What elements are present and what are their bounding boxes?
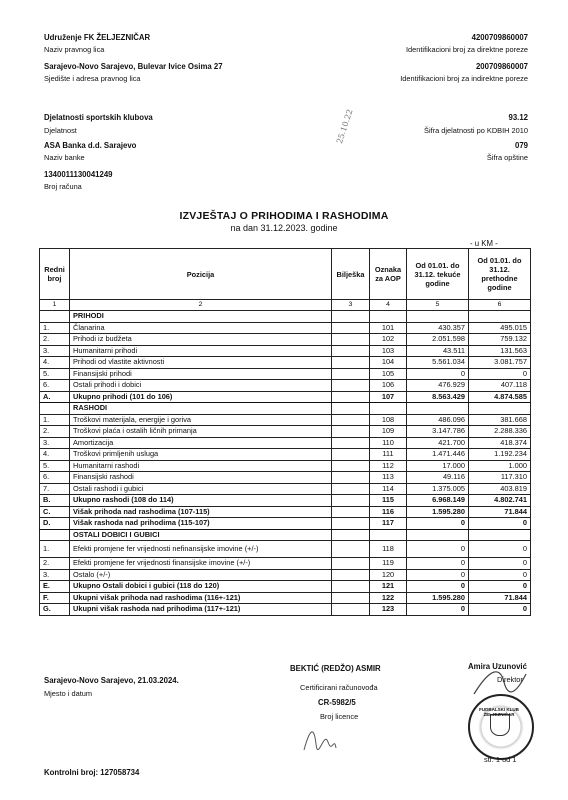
row-aop: 112 <box>370 460 407 472</box>
row-current-year: 0 <box>407 368 469 380</box>
row-aop: 115 <box>370 495 407 507</box>
org-name-label: Naziv pravnog lica <box>44 45 105 54</box>
row-previous-year: 1.000 <box>469 460 531 472</box>
header-cell: Pozicija <box>70 249 332 300</box>
row-note <box>332 581 370 593</box>
col-number: 6 <box>469 300 531 311</box>
row-aop: 117 <box>370 518 407 530</box>
row-note <box>332 391 370 403</box>
table-row <box>40 380 531 392</box>
row-previous-year: 0 <box>469 368 531 380</box>
table-row <box>40 449 531 461</box>
currency-label: - u KM - <box>470 239 498 248</box>
activity-code: 93.12 <box>508 113 528 122</box>
seal-crest-icon <box>490 714 510 736</box>
row-previous-year: 495.015 <box>469 322 531 334</box>
row-position: RASHODI <box>70 403 332 415</box>
page-number: str. 1 od 1 <box>484 755 517 764</box>
table-row <box>40 495 531 507</box>
indirect-tax-label: Identifikacioni broj za indirektne poreze <box>400 74 528 83</box>
org-address-label: Sjedište i adresa pravnog lica <box>44 74 141 83</box>
row-number: 6. <box>40 380 70 392</box>
row-current-year: 0 <box>407 558 469 570</box>
row-current-year: 421.700 <box>407 437 469 449</box>
row-number: F. <box>40 592 70 604</box>
row-aop: 107 <box>370 391 407 403</box>
row-current-year: 0 <box>407 518 469 530</box>
row-previous-year: 3.081.757 <box>469 357 531 369</box>
row-previous-year: 4.874.585 <box>469 391 531 403</box>
row-position: Ostalo (+/-) <box>70 569 332 581</box>
row-position: Finansijski prihodi <box>70 368 332 380</box>
row-current-year <box>407 311 469 323</box>
row-current-year: 1.595.280 <box>407 506 469 518</box>
row-position: Finansijski rashodi <box>70 472 332 484</box>
row-position: Ostali prihodi i dobici <box>70 380 332 392</box>
row-number: 7. <box>40 483 70 495</box>
row-number: C. <box>40 506 70 518</box>
income-expense-table <box>39 248 531 616</box>
col-number: 1 <box>40 300 70 311</box>
header-cell: Redni broj <box>40 249 70 300</box>
col-number: 2 <box>70 300 332 311</box>
row-current-year: 6.968.149 <box>407 495 469 507</box>
row-current-year: 3.147.786 <box>407 426 469 438</box>
row-aop: 120 <box>370 569 407 581</box>
row-position: Efekti promjene fer vrijednosti finansijske imovine (+/-) <box>70 558 332 570</box>
row-current-year: 476.929 <box>407 380 469 392</box>
row-aop: 121 <box>370 581 407 593</box>
row-number: 2. <box>40 426 70 438</box>
row-position: Ukupno rashodi (108 do 114) <box>70 495 332 507</box>
accountant-signature <box>300 722 340 756</box>
row-current-year: 0 <box>407 581 469 593</box>
row-aop: 106 <box>370 380 407 392</box>
table-row <box>40 391 531 403</box>
table-row <box>40 506 531 518</box>
row-number: 3. <box>40 569 70 581</box>
row-current-year: 2.051.598 <box>407 334 469 346</box>
row-note <box>332 460 370 472</box>
table-row <box>40 460 531 472</box>
row-previous-year: 0 <box>469 569 531 581</box>
row-position: Troškovi plaća i ostalih ličnih primanja <box>70 426 332 438</box>
row-previous-year: 381.668 <box>469 414 531 426</box>
row-current-year: 5.561.034 <box>407 357 469 369</box>
director-name: Amira Uzunović <box>468 662 527 671</box>
row-aop: 102 <box>370 334 407 346</box>
row-number: 4. <box>40 449 70 461</box>
row-note <box>332 380 370 392</box>
row-previous-year: 71.844 <box>469 592 531 604</box>
table-header <box>40 249 531 300</box>
municipality-code: 079 <box>514 141 528 150</box>
row-number: 2. <box>40 558 70 570</box>
row-note <box>332 541 370 558</box>
row-current-year: 1.375.005 <box>407 483 469 495</box>
table-row <box>40 311 531 323</box>
table-row <box>40 541 531 558</box>
col-number: 3 <box>332 300 370 311</box>
activity: Djelatnosti sportskih klubova <box>44 113 153 122</box>
row-number <box>40 529 70 541</box>
row-previous-year: 0 <box>469 541 531 558</box>
row-position: OSTALI DOBICI I GUBICI <box>70 529 332 541</box>
row-current-year: 8.563.429 <box>407 391 469 403</box>
control-number: Kontrolni broj: 127058734 <box>44 768 140 777</box>
row-note <box>332 322 370 334</box>
row-previous-year: 1.192.234 <box>469 449 531 461</box>
row-aop <box>370 403 407 415</box>
row-number: 5. <box>40 460 70 472</box>
table-row <box>40 483 531 495</box>
row-position: Višak rashoda nad prihodima (115-107) <box>70 518 332 530</box>
table-row <box>40 357 531 369</box>
table-row <box>40 558 531 570</box>
row-previous-year: 71.844 <box>469 506 531 518</box>
accountant-title: Certificirani računovođa <box>300 683 378 692</box>
seal-text: FUDBALSKI KLUB ŽELJEZNIČAR <box>479 707 519 717</box>
row-aop: 116 <box>370 506 407 518</box>
row-note <box>332 311 370 323</box>
row-position: Ostali rashodi i gubici <box>70 483 332 495</box>
row-position: Ukupni višak prihoda nad rashodima (116+-121) <box>70 592 332 604</box>
org-name: Udruženje FK ŽELJEZNIČAR <box>44 33 151 42</box>
row-note <box>332 449 370 461</box>
row-current-year: 43.511 <box>407 345 469 357</box>
row-previous-year: 131.563 <box>469 345 531 357</box>
row-note <box>332 403 370 415</box>
table-row <box>40 334 531 346</box>
row-previous-year: 2.288.336 <box>469 426 531 438</box>
row-previous-year <box>469 529 531 541</box>
row-previous-year: 0 <box>469 581 531 593</box>
row-position: Amortizacija <box>70 437 332 449</box>
row-number: 4. <box>40 357 70 369</box>
table-row <box>40 472 531 484</box>
activity-code-label: Šifra djelatnosti po KDBIH 2010 <box>424 126 528 135</box>
place-date: Sarajevo-Novo Sarajevo, 21.03.2024. <box>44 676 179 685</box>
row-aop: 123 <box>370 604 407 616</box>
table-row <box>40 604 531 616</box>
col-number: 5 <box>407 300 469 311</box>
row-number: 6. <box>40 472 70 484</box>
account-label: Broj računa <box>44 182 82 191</box>
row-number <box>40 311 70 323</box>
row-number: 1. <box>40 414 70 426</box>
table-row <box>40 426 531 438</box>
row-position: Prihodi iz budžeta <box>70 334 332 346</box>
license-label: Broj licence <box>320 712 359 721</box>
indirect-tax-id: 200709860007 <box>475 62 528 71</box>
row-current-year: 49.116 <box>407 472 469 484</box>
row-note <box>332 483 370 495</box>
row-previous-year: 117.310 <box>469 472 531 484</box>
bank-label: Naziv banke <box>44 153 85 162</box>
table-row <box>40 581 531 593</box>
row-number: 2. <box>40 334 70 346</box>
row-number: 3. <box>40 345 70 357</box>
row-number: A. <box>40 391 70 403</box>
row-note <box>332 592 370 604</box>
row-aop: 119 <box>370 558 407 570</box>
row-number: D. <box>40 518 70 530</box>
row-previous-year: 407.118 <box>469 380 531 392</box>
direct-tax-label: Identifikacioni broj za direktne poreze <box>405 45 528 54</box>
row-previous-year: 759.132 <box>469 334 531 346</box>
col-number: 4 <box>370 300 407 311</box>
row-note <box>332 345 370 357</box>
row-position: PRIHODI <box>70 311 332 323</box>
account-number: 1340011130041249 <box>44 170 113 179</box>
row-aop: 104 <box>370 357 407 369</box>
row-note <box>332 334 370 346</box>
row-note <box>332 529 370 541</box>
header-cell: Oznaka za AOP <box>370 249 407 300</box>
row-aop: 118 <box>370 541 407 558</box>
row-note <box>332 357 370 369</box>
row-note <box>332 472 370 484</box>
table-row <box>40 345 531 357</box>
row-number: 5. <box>40 368 70 380</box>
table-row <box>40 518 531 530</box>
row-note <box>332 414 370 426</box>
row-previous-year: 418.374 <box>469 437 531 449</box>
bank-name: ASA Banka d.d. Sarajevo <box>44 141 137 150</box>
row-note <box>332 518 370 530</box>
row-previous-year: 403.819 <box>469 483 531 495</box>
row-note <box>332 569 370 581</box>
row-aop: 110 <box>370 437 407 449</box>
table-row <box>40 437 531 449</box>
row-note <box>332 604 370 616</box>
table-row <box>40 322 531 334</box>
row-position: Troškovi materijala, energije i goriva <box>70 414 332 426</box>
director-label: Direktor <box>497 675 523 684</box>
direct-tax-id: 4200709860007 <box>471 33 528 42</box>
row-current-year: 1.471.446 <box>407 449 469 461</box>
row-number: E. <box>40 581 70 593</box>
row-current-year: 1.595.280 <box>407 592 469 604</box>
row-previous-year: 0 <box>469 558 531 570</box>
activity-label: Djelatnost <box>44 126 77 135</box>
table-row <box>40 414 531 426</box>
row-previous-year: 0 <box>469 604 531 616</box>
row-aop: 103 <box>370 345 407 357</box>
row-number: G. <box>40 604 70 616</box>
row-previous-year: 0 <box>469 518 531 530</box>
row-current-year <box>407 529 469 541</box>
row-current-year: 0 <box>407 604 469 616</box>
row-position: Ukupno Ostali dobici i gubici (118 do 120) <box>70 581 332 593</box>
row-note <box>332 437 370 449</box>
header-cell: Od 01.01. do 31.12. prethodne godine <box>469 249 531 300</box>
row-aop: 122 <box>370 592 407 604</box>
row-note <box>332 506 370 518</box>
report-date: na dan 31.12.2023. godine <box>230 223 338 233</box>
row-aop <box>370 311 407 323</box>
column-number-row <box>40 300 531 311</box>
row-position: Ukupno prihodi (101 do 106) <box>70 391 332 403</box>
row-number: 3. <box>40 437 70 449</box>
row-current-year: 17.000 <box>407 460 469 472</box>
org-address: Sarajevo-Novo Sarajevo, Bulevar Ivice Osima 27 <box>44 62 223 71</box>
table-row <box>40 368 531 380</box>
row-position: Višak prihoda nad rashodima (107-115) <box>70 506 332 518</box>
row-current-year: 430.357 <box>407 322 469 334</box>
handwritten-note: 25.10.22 <box>335 108 355 145</box>
row-note <box>332 558 370 570</box>
row-previous-year <box>469 403 531 415</box>
table-row <box>40 403 531 415</box>
row-note <box>332 495 370 507</box>
row-aop: 111 <box>370 449 407 461</box>
place-date-label: Mjesto i datum <box>44 689 93 698</box>
row-previous-year <box>469 311 531 323</box>
row-position: Humanitarni prihodi <box>70 345 332 357</box>
row-number: B. <box>40 495 70 507</box>
row-note <box>332 368 370 380</box>
row-position: Humanitarni rashodi <box>70 460 332 472</box>
table-row <box>40 529 531 541</box>
accountant-name: BEKTIĆ (REDŽO) ASMIR <box>290 664 381 673</box>
row-position: Efekti promjene fer vrijednosti nefinansijske imovine (+/-) <box>70 541 332 558</box>
row-position: Prihodi od vlastite aktivnosti <box>70 357 332 369</box>
row-aop <box>370 529 407 541</box>
row-position: Troškovi primljenih usluga <box>70 449 332 461</box>
row-aop: 109 <box>370 426 407 438</box>
table-row <box>40 592 531 604</box>
row-current-year <box>407 403 469 415</box>
row-current-year: 0 <box>407 569 469 581</box>
row-current-year: 486.096 <box>407 414 469 426</box>
license-number: CR-5982/5 <box>318 698 356 707</box>
row-previous-year: 4.802.741 <box>469 495 531 507</box>
header-cell: Od 01.01. do 31.12. tekuće godine <box>407 249 469 300</box>
table-row <box>40 569 531 581</box>
row-aop: 108 <box>370 414 407 426</box>
header-cell: Bilješka <box>332 249 370 300</box>
row-aop: 105 <box>370 368 407 380</box>
row-note <box>332 426 370 438</box>
row-aop: 101 <box>370 322 407 334</box>
row-position: Članarina <box>70 322 332 334</box>
report-title: IZVJEŠTAJ O PRIHODIMA I RASHODIMA <box>179 210 389 222</box>
municipality-label: Šifra opštine <box>486 153 528 162</box>
row-number <box>40 403 70 415</box>
row-number: 1. <box>40 322 70 334</box>
row-current-year: 0 <box>407 541 469 558</box>
row-aop: 114 <box>370 483 407 495</box>
row-number: 1. <box>40 541 70 558</box>
row-aop: 113 <box>370 472 407 484</box>
row-position: Ukupni višak rashoda nad prihodima (117+-121) <box>70 604 332 616</box>
